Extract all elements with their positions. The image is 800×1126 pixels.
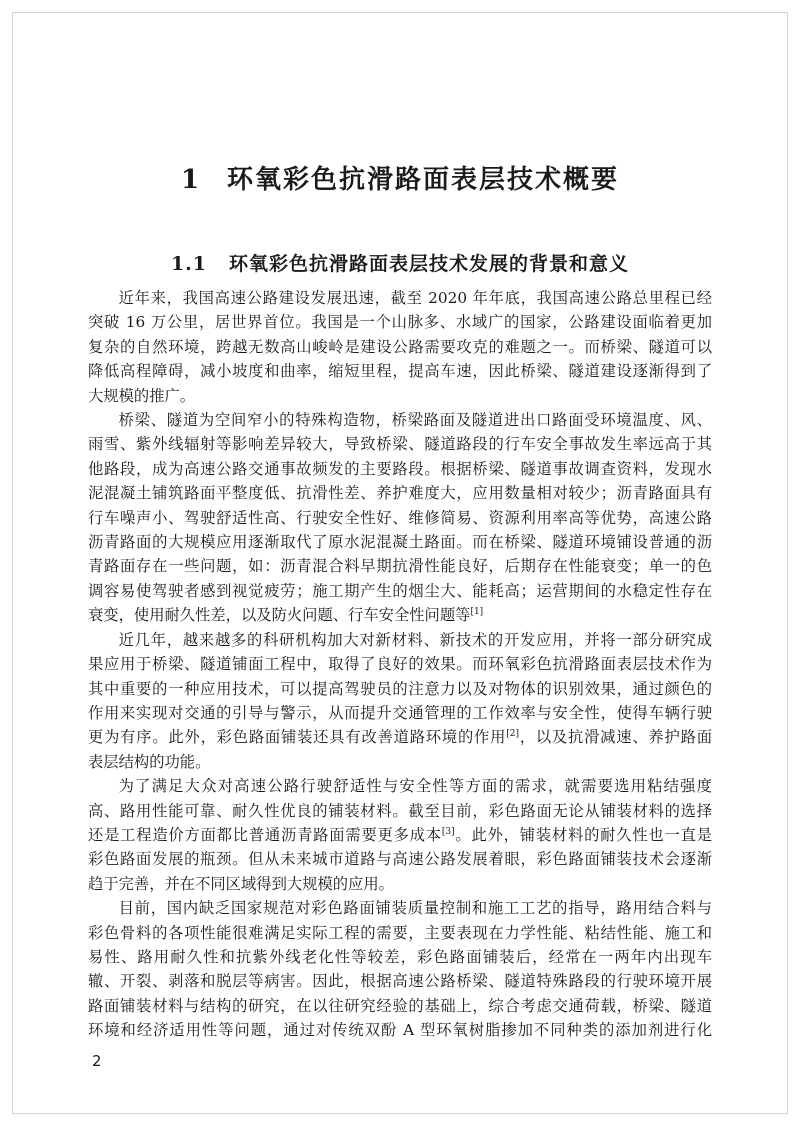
body-text: [88, 286, 712, 1043]
text-line: 作用来实现对交通的引导与警示，从而提升交通管理的工作效率与安全性，使得车辆行驶: [88, 703, 712, 722]
text-line: 辙、开裂、剥落和脱层等病害。因此，根据高速公路桥梁、隧道特殊路段的行驶环境开展: [88, 972, 712, 991]
section-title-text: 环氧彩色抗滑路面表层技术发展的背景和意义: [229, 253, 630, 275]
text-line: 路面铺装材料与结构的研究，在以往研究经验的基础上，综合考虑交通荷载，桥梁、隧道: [88, 996, 712, 1015]
text-line: 近几年，越来越多的科研机构加大对新材料、新技术的开发应用，并将一部分研究成: [118, 630, 712, 649]
text-line: 易性、路用耐久性和抗紫外线老化性等较差，彩色路面铺装后，经常在一两年内出现车: [88, 947, 712, 966]
text-line: 沥青路面的大规模应用逐渐取代了原水泥混凝土路面。而在桥梁、隧道环境铺设普通的沥: [88, 533, 712, 552]
text-line: 大规模的推广。: [88, 386, 196, 405]
chapter-title: [0, 159, 800, 196]
text-line: [88, 823, 712, 847]
text-line: 近年来，我国高速公路建设发展迅速，截至 2020 年年底，我国高速公路总里程已经: [118, 289, 712, 307]
text-segment: 衰变，使用耐久性差，以及防火问题、行车安全性问题等: [88, 606, 471, 625]
chapter-number: 1: [180, 165, 202, 195]
citation-3: [3]: [441, 826, 455, 837]
text-segment: 还是工程造价方面都比普通沥青路面需要更多成本: [88, 825, 442, 844]
paragraph-2: [88, 408, 712, 628]
text-line: 果应用于桥梁、隧道铺面工程中，取得了良好的效果。而环氧彩色抗滑路面表层技术作为: [88, 655, 712, 674]
text-line: 目前，国内缺乏国家规范对彩色路面铺装质量控制和施工工艺的指导，路用结合料与: [118, 899, 712, 918]
text-segment: ，以及抗滑减速、养护路面: [518, 728, 712, 747]
text-line: 调容易使驾驶者感到视觉疲劳；施工期产生的烟尘大、能耗高；运营期间的水稳定性存在: [88, 581, 712, 600]
text-line: 泥混凝土铺筑路面平整度低、抗滑性差、养护难度大，应用数量相对较少；沥青路面具有: [88, 484, 712, 503]
section-number: 1.1: [170, 253, 208, 275]
text-line: 突破 16 万公里，居世界首位。我国是一个山脉多、水域广的国家，公路建设面临着更加: [88, 313, 712, 332]
paragraph-1: [88, 286, 712, 408]
text-line: 降低高程障碍，减小坡度和曲率，缩短里程，提高车速，因此桥梁、隧道建设逐渐得到了: [88, 362, 712, 381]
text-line: 他路段，成为高速公路交通事故频发的主要路段。根据桥梁、隧道事故调查资料，发现水: [88, 459, 712, 478]
text-line: 彩色路面发展的瓶颈。但从未来城市道路与高速公路发展着眼，彩色路面铺装技术会逐渐: [88, 850, 712, 869]
text-line: 高、路用性能可靠、耐久性优良的铺装材料。截至目前，彩色路面无论从铺装材料的选择: [88, 801, 712, 820]
text-line: 青路面存在一些问题，如：沥青混合料早期抗滑性能良好，后期存在性能衰变；单一的色: [88, 557, 712, 576]
text-segment: 。此外，铺装材料的耐久性也一直是: [454, 825, 712, 844]
text-segment: 更为有序。此外，彩色路面铺装还具有改善道路环境的作用: [88, 728, 507, 747]
text-line: [88, 603, 712, 627]
text-line: 环境和经济适用性等问题，通过对传统双酚 A 型环氧树脂掺加不同种类的添加剂进行化: [88, 1021, 712, 1040]
text-line: 为了满足大众对高速公路行驶舒适性与安全性等方面的需求，就需要选用粘结强度: [118, 777, 712, 796]
citation-1: [1]: [470, 607, 484, 618]
page-number: 2: [92, 1052, 102, 1070]
section-title: [0, 249, 800, 276]
text-line: 复杂的自然环境，跨越无数高山峻岭是建设公路需要攻克的难题之一。而桥梁、隧道可以: [88, 337, 712, 356]
text-line: 彩色骨料的各项性能很难满足实际工程的需要，主要表现在力学性能、粘结性能、施工和: [88, 923, 712, 942]
citation-2: [2]: [506, 729, 519, 740]
text-line: 趋于完善，并在不同区域得到大规模的应用。: [88, 874, 394, 893]
paragraph-5: [88, 896, 712, 1042]
text-line: 其中重要的一种应用技术，可以提高驾驶员的注意力以及对物体的识别效果，通过颜色的: [88, 679, 712, 698]
text-line: 行车噪声小、驾驶舒适性高、行驶安全性好、维修简易、资源利用率高等优势，高速公路: [88, 508, 712, 527]
paragraph-3: [88, 628, 712, 774]
text-line: 表层结构的功能。: [88, 752, 211, 771]
text-line: [88, 725, 712, 749]
paragraph-4: [88, 774, 712, 896]
text-line: 桥梁、隧道为空间窄小的特殊构造物，桥梁路面及隧道进出口路面受环境温度、风、: [118, 411, 712, 430]
text-line: 雨雪、紫外线辐射等影响差异较大，导致桥梁、隧道路段的行车安全事故发生率远高于其: [88, 435, 712, 454]
chapter-title-text: 环氧彩色抗滑路面表层技术概要: [227, 165, 620, 195]
